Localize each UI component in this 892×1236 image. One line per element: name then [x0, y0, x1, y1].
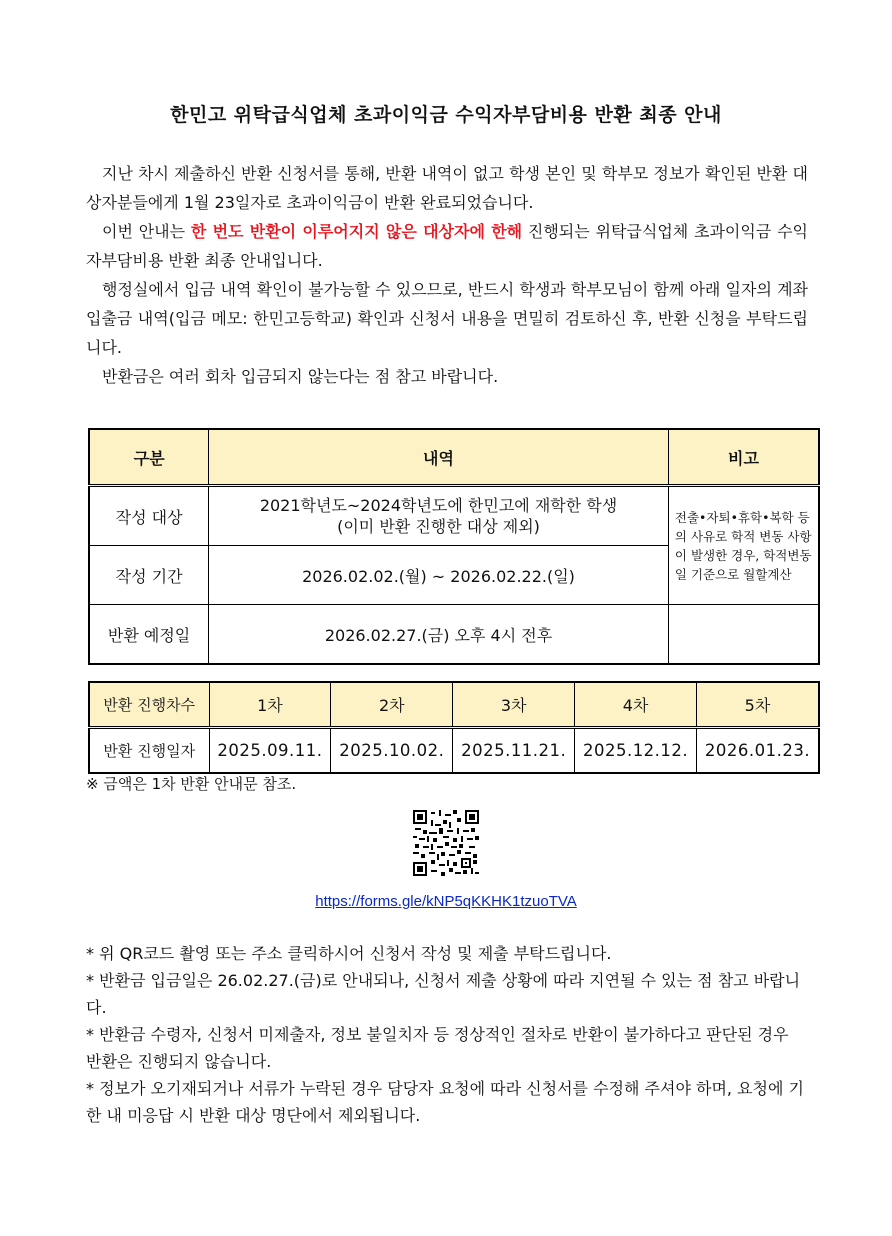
application-form-link[interactable]: https://forms.gle/kNP5qKKHK1tzuoTVA	[315, 893, 577, 910]
intro-p2-highlight: 한 번도 반환이 이루어지지 않은 대상자에 한해	[190, 222, 523, 241]
refund-history-table	[88, 681, 820, 774]
target-line-1: 2021학년도~2024학년도에 한민고에 재학한 학생	[259, 496, 618, 515]
date-2: 2025.10.02.	[331, 728, 453, 774]
row-period-value: 2026.02.02.(월) ~ 2026.02.22.(일)	[209, 546, 669, 605]
notice-bullet-1: * 위 QR코드 촬영 또는 주소 클릭하시어 신청서 작성 및 제출 부탁드립니다.	[86, 944, 612, 963]
round-1: 1차	[209, 682, 331, 728]
date-3: 2025.11.21.	[453, 728, 575, 774]
header-category: 구분	[89, 429, 209, 486]
intro-p2-end: 진행되는 위탁급식업체 초과이익금 수익자부담비용 반환 최종 안내입니다.	[86, 222, 808, 270]
remarks-note: 전출•자퇴•휴학•복학 등의 사유로 학적 변동 사항이 발생한 경우, 학적변동일 기준으로 월할계산	[668, 486, 819, 605]
date-4: 2025.12.12.	[575, 728, 697, 774]
date-5: 2026.01.23.	[697, 728, 820, 774]
notice-bullet-2: * 반환금 입금일은 26.02.27.(금)로 안내되나, 신청서 제출 상황에 따라 지연될 수 있는 점 참고 바랍니다.	[86, 971, 801, 1017]
qr-code[interactable]	[413, 810, 479, 876]
header-details: 내역	[209, 429, 669, 486]
intro-paragraph-3: 행정실에서 입금 내역 확인이 불가능할 수 있으므로, 반드시 학생과 학부모님이 함께 아래 일자의 계좌 입출금 내역(입금 메모: 한민고등학교) 확인과 신청서 내용을 면밀히 검토하신 후, 반환 신청을 부탁드립니다.	[86, 280, 808, 357]
notice-bullet-3: * 반환금 수령자, 신청서 미제출자, 정보 불일치자 등 정상적인 절차로 반환이 불가하다고 판단된 경우 반환은 진행되지 않습니다.	[86, 1025, 789, 1071]
round-5: 5차	[697, 682, 820, 728]
intro-paragraph-4: 반환금은 여러 회차 입금되지 않는다는 점 참고 바랍니다.	[102, 367, 499, 386]
date-1: 2025.09.11.	[209, 728, 331, 774]
round-3: 3차	[453, 682, 575, 728]
round-2: 2차	[331, 682, 453, 728]
round-label: 반환 진행차수	[89, 682, 209, 728]
page-title: 한민고 위탁급식업체 초과이익금 수익자부담비용 반환 최종 안내	[170, 104, 722, 126]
application-info-table	[88, 428, 820, 665]
target-line-2: (이미 반환 진행한 대상 제외)	[337, 517, 540, 536]
intro-paragraph-2	[86, 217, 808, 275]
date-label: 반환 진행일자	[89, 728, 209, 774]
intro-paragraph-1: 지난 차시 제출하신 반환 신청서를 통해, 반환 내역이 없고 학생 본인 및 학부모 정보가 확인된 반환 대상자분들에게 1월 23일자로 초과이익금이 반환 완료되었습니다.	[86, 164, 808, 212]
row-refund-date-value: 2026.02.27.(금) 오후 4시 전후	[209, 605, 669, 665]
row-refund-date-label: 반환 예정일	[89, 605, 209, 665]
row-period-label: 작성 기간	[89, 546, 209, 605]
intro-p2-start: 이번 안내는	[102, 222, 191, 241]
row-target-label: 작성 대상	[89, 486, 209, 546]
amount-footnote: ※ 금액은 1차 반환 안내문 참조.	[86, 775, 297, 793]
round-4: 4차	[575, 682, 697, 728]
header-remarks: 비고	[668, 429, 819, 486]
notice-bullet-4: * 정보가 오기재되거나 서류가 누락된 경우 담당자 요청에 따라 신청서를 수정해 주셔야 하며, 요청에 기한 내 미응답 시 반환 대상 명단에서 제외됩니다.	[86, 1079, 804, 1125]
row-target-value	[209, 486, 669, 546]
row-refund-date-remarks	[668, 605, 819, 665]
